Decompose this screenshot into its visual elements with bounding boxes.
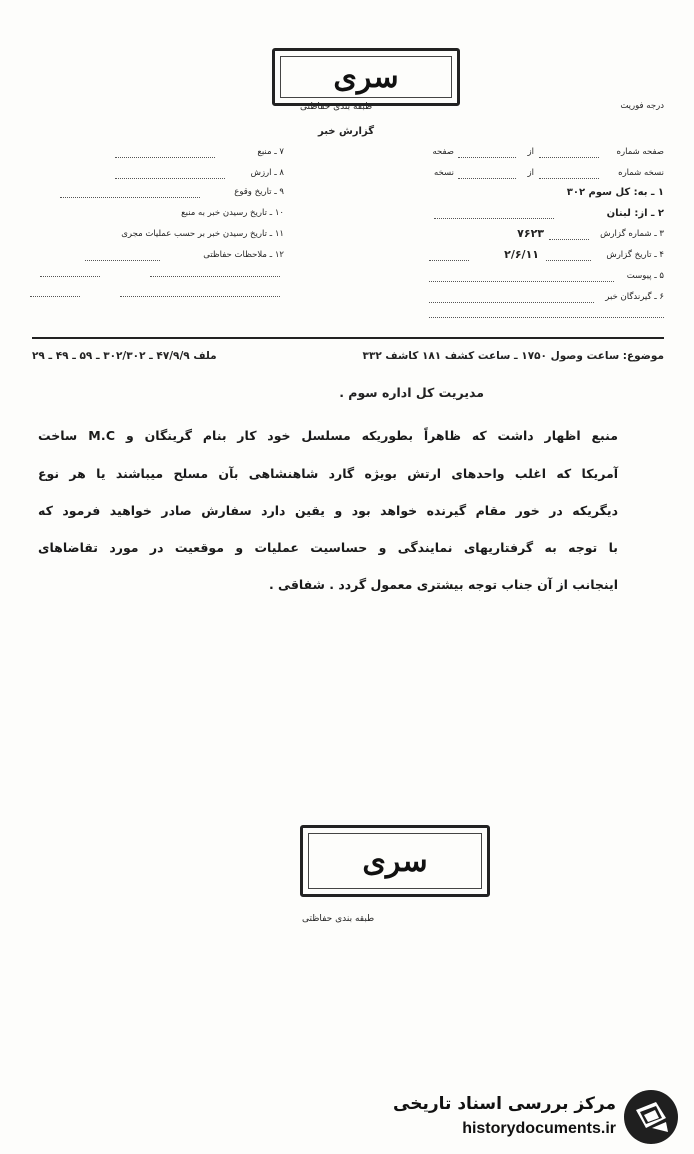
archive-org-name: مرکز بررسی اسناد تاریخی bbox=[393, 1094, 616, 1114]
field-report-date-label: ۴ ـ تاریخ گزارش bbox=[606, 250, 664, 260]
page-total-blank bbox=[458, 157, 516, 158]
copy-number-of: از bbox=[527, 168, 534, 178]
archive-url: historydocuments.ir bbox=[462, 1120, 616, 1137]
field-source: ۷ ـ منبع bbox=[257, 147, 284, 157]
field-report-date-value: ۲/۶/۱۱ bbox=[504, 248, 539, 261]
bottom-classification-stamp bbox=[300, 825, 490, 897]
body-line: منبع اظهار داشت که ظاهراً بطوریکه مسلسل خود کار بنام گرینگان و M.C ساخت bbox=[38, 428, 618, 443]
page-number-label: صفحه شماره bbox=[616, 147, 664, 157]
body-line: آمریکا که اغلب واحدهای ارتش بویژه گارد شاهنشاهی بآن مسلح میباشند یا هر نوع bbox=[38, 466, 618, 481]
field-recipients: ۶ ـ گیرندگان خبر bbox=[605, 292, 664, 302]
left-blank-line-1 bbox=[40, 276, 100, 277]
field-security-notes-blank bbox=[85, 260, 160, 261]
top-classification-stamp bbox=[272, 48, 460, 106]
left-blank-line-3 bbox=[30, 296, 80, 297]
page-number-end: صفحه bbox=[432, 147, 454, 157]
copy-number-label: نسخه شماره bbox=[618, 168, 664, 178]
addressee: مدیریت کل اداره سوم . bbox=[339, 385, 484, 400]
field-received-by-source: ۱۰ ـ تاریخ رسیدن خبر به منبع bbox=[181, 208, 284, 218]
field-from-blank bbox=[434, 218, 554, 219]
report-title: گزارش خبر bbox=[318, 126, 375, 137]
body-line: با توجه به گرفتاریهای نمایندگی و حساسیت عملیات و موقعیت در مورد تقاضاهای bbox=[38, 540, 618, 555]
field-from: ۲ ـ از: لبنان bbox=[606, 208, 664, 219]
page-number-blank bbox=[539, 157, 599, 158]
field-report-number-label: ۳ ـ شماره گزارش bbox=[600, 229, 664, 239]
top-stamp-text: سری bbox=[333, 59, 399, 95]
copy-number-blank bbox=[539, 178, 599, 179]
field-recipients-blank bbox=[429, 302, 594, 303]
subject-line: موضوع: ساعت وصول ۱۷۵۰ ـ ساعت کشف ۱۸۱ کاشف ۳۳۲ bbox=[362, 350, 664, 362]
left-blank-line-2 bbox=[150, 276, 280, 277]
bottom-stamp-text: سری bbox=[362, 843, 428, 879]
field-recipients-blank-2 bbox=[429, 317, 664, 318]
field-value-blank bbox=[115, 178, 225, 179]
field-to: ۱ ـ به: کل سوم ۳۰۲ bbox=[566, 187, 664, 198]
field-event-date-blank bbox=[60, 197, 200, 198]
page-number-of: از bbox=[527, 147, 534, 157]
field-report-date-blank bbox=[546, 260, 591, 261]
archive-logo bbox=[354, 1088, 684, 1148]
field-report-number-blank bbox=[549, 239, 589, 240]
copy-total-blank bbox=[458, 178, 516, 179]
field-value: ۸ ـ ارزش bbox=[250, 168, 284, 178]
field-attachment: ۵ ـ پیوست bbox=[626, 271, 664, 281]
body-line: اینجانب از آن جناب توجه بیشتری معمول گردد . شفاقی . bbox=[268, 577, 618, 592]
field-attachment-blank bbox=[429, 281, 614, 282]
file-line: ملف ۴۷/۹/۹ ـ ۳۰۲/۳۰۲ ـ ۵۹ ـ ۴۹ ـ ۲۹ bbox=[32, 350, 217, 362]
field-security-notes: ۱۲ ـ ملاحظات حفاظتی bbox=[203, 250, 284, 260]
copy-number-end: نسخه bbox=[434, 168, 454, 178]
field-event-date: ۹ ـ تاریخ وقوع bbox=[234, 187, 284, 197]
field-report-date-tail bbox=[429, 260, 469, 261]
archive-logo-icon bbox=[622, 1088, 680, 1146]
bottom-stamp-subtitle: طبقه بندی حفاظتی bbox=[302, 914, 375, 924]
field-source-blank bbox=[115, 157, 215, 158]
top-stamp-subtitle: طبقه بندی حفاظتی bbox=[300, 102, 373, 112]
field-received-by-operation: ۱۱ ـ تاریخ رسیدن خبر بر حسب عملیات مجری bbox=[121, 229, 284, 239]
header-divider bbox=[32, 337, 664, 339]
body-line: دیگریکه در خور مقام گیرنده خواهد بود و یقین دارد سفارش صادر خواهید فرمود که bbox=[38, 503, 618, 518]
left-blank-line-4 bbox=[120, 296, 280, 297]
field-report-number-value: ۷۶۲۳ bbox=[517, 227, 544, 240]
priority-label: درجه فوریت bbox=[620, 101, 664, 111]
